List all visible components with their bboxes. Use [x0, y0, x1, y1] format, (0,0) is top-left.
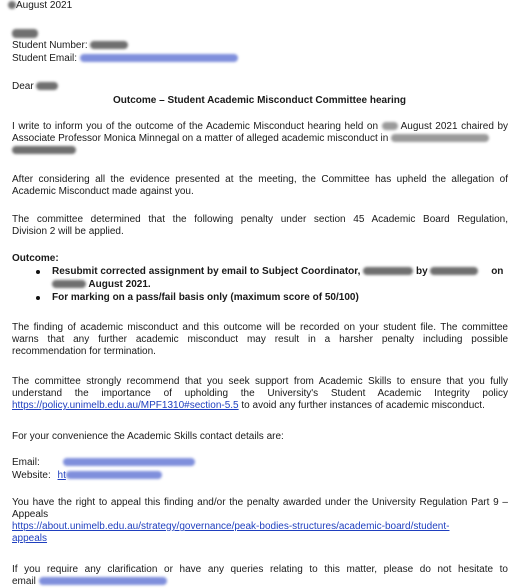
record-line-2: warns that any further academic misconduct may result in a harsher penalty including possible: [12, 334, 508, 345]
intro-line-1: I write to inform you of the outcome of the Academic Misconduct hearing held on August 2021 chaired by: [12, 121, 509, 132]
appeal-paragraph: [12, 497, 508, 545]
redacted-day: [8, 1, 16, 9]
contact-website-link[interactable]: ht: [57, 470, 66, 481]
appeals-link-cont[interactable]: appeals: [12, 533, 48, 544]
contact-website-line: [12, 470, 162, 482]
outcome-bullet-1: Resubmit corrected assignment by email to Subject Coordinator, by on: [52, 266, 504, 277]
penalty-paragraph: [12, 214, 508, 238]
redacted-contact-website: [66, 471, 162, 479]
record-paragraph: [12, 322, 508, 358]
outcome-bullet-1-cont: August 2021.: [52, 279, 151, 291]
closing-line-1: If you require any clarification or have any queries relating to this matter, please do not hesitate to: [12, 564, 508, 575]
redacted-contact-email[interactable]: [63, 458, 195, 466]
student-number-line: [12, 40, 128, 52]
penalty-line-2: Division 2 will be applied.: [12, 226, 124, 237]
appeal-line-1: You have the right to appeal this finding and/or the penalty awarded under the University Regulation Part 9 –: [12, 497, 508, 508]
student-email-line: [12, 53, 238, 65]
intro-line-3: [12, 145, 508, 157]
policy-link[interactable]: https://policy.unimelb.edu.au/MPF1310#section-5.5: [12, 400, 239, 411]
contact-intro: For your convenience the Academic Skills contact details are:: [12, 431, 284, 442]
letter-title: Outcome – Student Academic Misconduct Committee hearing: [112, 95, 406, 106]
redacted-name-line: [12, 28, 38, 40]
redacted-student-name: [12, 29, 38, 38]
bullet-dot: [36, 270, 40, 274]
appeals-link[interactable]: https://about.unimelb.edu.au/strategy/governance/peak-bodies-structures/academic-board/student-: [12, 521, 450, 532]
finding-line-1: After considering all the evidence presented at the meeting, the Committee has upheld the allegation of: [12, 174, 508, 185]
support-line-3: https://policy.unimelb.edu.au/MPF1310#section-5.5 to avoid any further instances of academic misconduct.: [12, 400, 485, 411]
record-line-1: The finding of academic misconduct and this outcome will be recorded on your student file. The committee: [12, 322, 508, 333]
redacted-subject: [391, 134, 489, 142]
student-email-label: Student Email:: [12, 53, 78, 64]
intro-line-2: Associate Professor Monica Minnegal on a matter of alleged academic misconduct in: [12, 133, 508, 145]
support-line-1: The committee strongly recommend that you seek support from Academic Skills to ensure that you fully: [12, 376, 508, 387]
redacted-closing-email[interactable]: [39, 577, 167, 585]
appeal-line-2: Appeals: [12, 509, 49, 520]
closing-line-2: email: [12, 576, 508, 588]
support-paragraph: [12, 376, 508, 412]
date-text: August 2021: [16, 0, 73, 11]
contact-email-label: Email:: [12, 457, 40, 468]
intro-paragraph: [12, 121, 508, 157]
bullet-dot: [36, 296, 40, 300]
record-line-3: recommendation for termination.: [12, 346, 156, 357]
support-line-2: understand the importance of upholding the University's Student Academic Integrity policy: [12, 388, 508, 399]
date-line: [8, 0, 72, 12]
outcome-bullet-2: For marking on a pass/fail basis only (maximum score of 50/100): [52, 292, 359, 303]
finding-line-2: Academic Misconduct made against you.: [12, 186, 194, 197]
redacted-salutation-name: [36, 82, 58, 90]
redacted-due-date: [52, 280, 86, 288]
outcome-heading: Outcome:: [12, 253, 59, 264]
closing-paragraph: [12, 564, 508, 588]
redacted-student-email: [80, 54, 238, 62]
penalty-line-1: The committee determined that the following penalty under section 45 Academic Board Regulation,: [12, 214, 508, 225]
redacted-subject-code: [12, 146, 76, 154]
redacted-coordinator: [363, 267, 413, 275]
redacted-student-number: [90, 41, 128, 49]
contact-email-line: [12, 457, 195, 469]
contact-website-label: Website:: [12, 470, 51, 481]
student-number-label: Student Number:: [12, 40, 88, 51]
redacted-hearing-day: [382, 122, 398, 130]
salutation: Dear: [12, 81, 34, 92]
salutation-line: [12, 81, 58, 93]
finding-paragraph: [12, 174, 508, 198]
redacted-time: [430, 267, 478, 275]
